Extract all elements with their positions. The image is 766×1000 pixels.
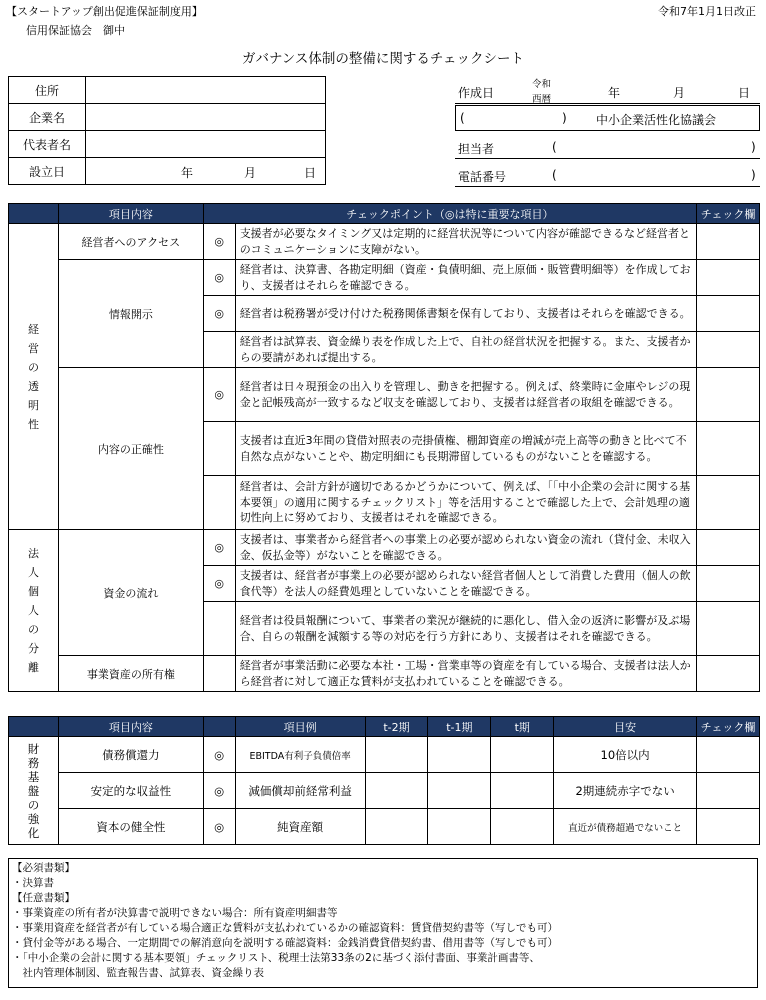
phone-label: 電話番号 [458,170,507,184]
checkpoint-2: 経営者は、決算書、各勘定明細（資産・負債明細、売上原価・販管費明細等）を作成しており、支援者はそれらを確認できる。 [235,260,696,296]
important-mark: ◎ [203,737,235,773]
header-check: チェック欄 [697,204,760,224]
checkpoint-1: 支援者が必要なタイミング又は定期的に経営状況等について内容が確認できるなど経営者とのコミュニケーションに支障がない。 [235,224,696,260]
phone-paren-close: ) [751,168,756,182]
category-finance: 財 務 基 盤 の 強 化 [9,737,59,845]
optional-title: 【任意書類】 [12,892,75,904]
checkpoint-5: 経営者は日々現預金の出入りを管理し、動きを把握する。例えば、終業時に金庫やレジの現金と記帳残高が一致するなど収支を確認しており、支援者は経営者の取組を確認できる。 [235,368,696,422]
paren-close: ) [562,111,567,125]
checkpoint-8: 支援者は、事業者から経営者への事業上の必要が認められない資金の流れ（貸付金、未収入金、仮払金等）がないことを確認できる。 [235,530,696,566]
check-cell-10[interactable] [697,602,760,656]
header-item: 項目内容 [58,204,203,224]
category-separation: 法 人 個 人 の 分 離 [9,530,59,692]
created-day: 日 [738,86,751,100]
item-access: 経営者へのアクセス [58,224,203,260]
fin-item-1: 債務償還力 [58,737,203,773]
checkpoint-10: 経営者は役員報酬について、事業者の業況が継続的に悪化し、借入金の返済に影響が及ぶ場合、自らの報酬を減額する等の対応を行う方針にあり、支援者はそれを確認できる。 [235,602,696,656]
fin-header-mark [203,717,235,737]
item-accuracy: 内容の正確性 [58,368,203,530]
fin-target-1: 10倍以内 [554,737,697,773]
address-field[interactable] [86,77,326,104]
mark-empty [203,476,235,530]
fin-header-example: 項目例 [235,717,365,737]
item-assets: 事業資産の所有権 [58,656,203,692]
fin-t1-1[interactable] [428,737,491,773]
fin-target-2: 2期連続赤字でない [554,773,697,809]
fin-t1-2[interactable] [428,773,491,809]
fin-example-1: EBITDA有利子負債倍率 [235,737,365,773]
check-cell-11[interactable] [697,656,760,692]
header-checkpoint: チェックポイント（◎は特に重要な項目） [203,204,696,224]
important-mark: ◎ [203,773,235,809]
fin-check-1[interactable] [697,737,760,773]
mark-empty [203,422,235,476]
established-field[interactable] [86,158,326,185]
person-paren-close: ) [751,140,756,154]
checkpoint-4: 経営者は試算表、資金繰り表を作成した上で、自社の経営状況を把握する。また、支援者からの要請があれば提出する。 [235,332,696,368]
fin-example-2: 減価償却前経常利益 [235,773,365,809]
item-funds: 資金の流れ [58,530,203,656]
era-reiwa: 令和 [532,79,552,90]
fin-header-item: 項目内容 [58,717,203,737]
mark-empty [203,656,235,692]
documents-notes [8,858,758,988]
checkpoint-6: 支援者は直近3年間の貸借対照表の売掛債権、棚卸資産の増減が売上高等の動きと比べて不自然な点がないことや、勘定明細にも長期滞留しているものがないことを確認する。 [235,422,696,476]
paren-open: ( [460,111,465,125]
company-field[interactable] [86,104,326,131]
divider [455,103,760,104]
person-label: 担当者 [458,142,495,156]
phone-underline[interactable] [455,186,760,187]
fin-header-spacer [9,717,59,737]
mark-empty [203,332,235,368]
fin-item-3: 資本の健全性 [58,809,203,845]
category-transparency: 経 営 の 透 明 性 [9,224,59,530]
checkpoint-7: 経営者は、会計方針が適切であるかどうかについて、例えば、「「中小企業の会計に関する基本要領」の適用に関するチェックリスト」等を活用することで確認した上で、会計処理の適切性向上に努めており、支援者はそれを確認できる。 [235,476,696,530]
important-mark: ◎ [203,260,235,296]
created-year: 年 [608,86,621,100]
important-mark: ◎ [203,224,235,260]
established-label: 設立日 [9,158,86,185]
item-disclosure: 情報開示 [58,260,203,368]
established-month: 月 [244,166,257,180]
address-label: 住所 [9,77,86,104]
check-cell-4[interactable] [697,332,760,368]
important-mark: ◎ [203,530,235,566]
fin-example-3: 純資産額 [235,809,365,845]
company-label: 企業名 [9,104,86,131]
revision-date: 令和7年1月1日改正 [658,5,756,18]
council-table [455,105,760,131]
addressee: 信用保証協会 御中 [26,24,125,37]
created-label: 作成日 [458,86,495,100]
council-name: 中小企業活性化協議会 [596,113,717,127]
important-mark: ◎ [203,809,235,845]
fin-header-check: チェック欄 [697,717,760,737]
fin-target-3: 直近が債務超過でないこと [554,809,697,845]
optional-item: 社内管理体制図、監査報告書、試算表、資金繰り表 [12,967,264,979]
phone-paren-open: ( [552,168,557,182]
check-cell-5[interactable] [697,368,760,422]
important-mark: ◎ [203,296,235,332]
program-label: 【スタートアップ創出促進保証制度用】 [6,5,203,18]
fin-header-t1: t-1期 [428,717,491,737]
optional-item: ・貸付金等がある場合、一定期間での解消意向を説明する確認資料：金銭消費貸借契約書、借用書等（写しでも可） [12,937,558,949]
fin-header-t: t期 [491,717,554,737]
required-item: ・決算書 [12,877,54,889]
fin-header-target: 目安 [554,717,697,737]
established-day: 日 [304,166,317,180]
important-mark: ◎ [203,368,235,422]
applicant-info-table [8,76,326,185]
optional-item: ・事業資産の所有者が決算書で説明できない場合：所有資産明細書等 [12,907,338,919]
checkpoint-3: 経営者は税務署が受け付けた税務関係書類を保有しており、支援者はそれらを確認できる。 [235,296,696,332]
optional-item: ・「中小企業の会計に関する基本要領」チェックリスト、税理士法第33条の2に基づく添付書面、事業計画書等、 [12,952,540,964]
era-seireki: 西暦 [532,94,552,105]
check-cell-9[interactable] [697,566,760,602]
fin-t-1[interactable] [491,737,554,773]
required-title: 【必須書類】 [12,862,75,874]
person-paren-open: ( [552,140,557,154]
fin-item-2: 安定的な収益性 [58,773,203,809]
checkpoint-table [8,203,760,692]
important-mark: ◎ [203,566,235,602]
header-spacer [9,204,59,224]
fin-t2-2[interactable] [365,773,428,809]
check-cell-7[interactable] [697,476,760,530]
person-underline[interactable] [455,158,760,159]
fin-t2-3[interactable] [365,809,428,845]
fin-t-3[interactable] [491,809,554,845]
fin-check-3[interactable] [697,809,760,845]
checkpoint-9: 支援者は、経営者が事業上の必要が認められない経営者個人として消費した費用（個人の飲食代等）を法人の経費処理としていないことを確認できる。 [235,566,696,602]
check-cell-3[interactable] [697,296,760,332]
finance-table [8,716,760,845]
fin-t2-1[interactable] [365,737,428,773]
check-cell-1[interactable] [697,224,760,260]
page-title: ガバナンス体制の整備に関するチェックシート [241,51,524,67]
fin-header-t2: t-2期 [365,717,428,737]
check-cell-8[interactable] [697,530,760,566]
check-cell-2[interactable] [697,260,760,296]
fin-t-2[interactable] [491,773,554,809]
fin-check-2[interactable] [697,773,760,809]
representative-field[interactable] [86,131,326,158]
optional-item: ・事業用資産を経営者が有している場合適正な賃料が支払われているかの確認資料：賃貸借契約書等（写しでも可） [12,922,558,934]
fin-t1-3[interactable] [428,809,491,845]
checkpoint-11: 経営者が事業活動に必要な本社・工場・営業車等の資産を有している場合、支援者は法人から経営者に対して適正な賃料が支払われていることを確認できる。 [235,656,696,692]
created-month: 月 [673,86,686,100]
council-field[interactable] [456,106,760,131]
mark-empty [203,602,235,656]
representative-label: 代表者名 [9,131,86,158]
established-year: 年 [181,166,194,180]
check-cell-6[interactable] [697,422,760,476]
